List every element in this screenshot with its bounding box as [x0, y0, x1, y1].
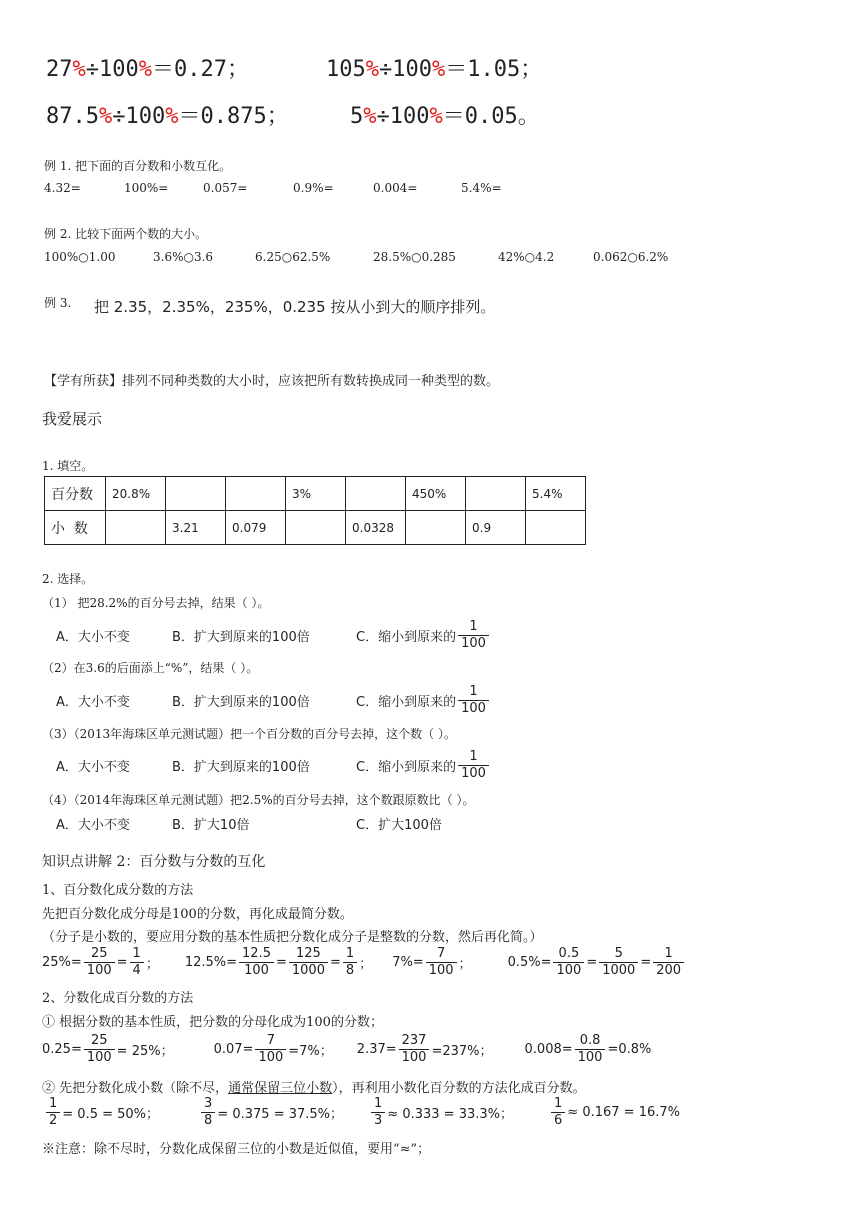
formula-row-2: 0.25= $\frac{25}{100}$ = 25%； 0.07= $\frac{7}{100}$ =7%； 2.37= $\frac{237}{100}$ =237%； 0.008= $\frac{0.8}{100}$ =0.8% — [42, 1033, 652, 1065]
example-2-item: 6.25○62.5% — [255, 250, 331, 264]
table-cell[interactable] — [346, 477, 406, 511]
table-cell[interactable] — [226, 477, 286, 511]
choice-question: （2）在3.6的后面添上“%”，结果（ ）。 — [42, 661, 259, 675]
section-heading: 我爱展示 — [42, 410, 103, 428]
option-c[interactable]: C．缩小到原来的 — [356, 630, 457, 645]
table-cell: 0.0328 — [346, 511, 406, 545]
formula-row-1: 25%= $\frac{25}{100}$ = $\frac{1}{4}$ ； 12.5%= $\frac{12.5}{100}$ = $\frac{125}{1000}$ = $\frac{1}{8}$ ； 7%= $\frac{7}{100}$ ； 0.5%= $\frac{0.5}{100}$ = $\frac{5}{1000}$ = $\frac{1}{200}$ — [42, 946, 686, 979]
example-1-item: 0.9%= — [293, 181, 334, 195]
paragraph: 先把百分数化成分母是100的分数，再化成最简分数。 — [42, 907, 353, 922]
example-1-item: 4.32= — [44, 181, 81, 195]
table-cell: 450% — [406, 477, 466, 511]
option-c[interactable]: C．扩大100倍 — [356, 818, 442, 833]
conversion-1: 27%÷100%＝0.27； — [46, 57, 249, 82]
example-1-item: 0.004= — [373, 181, 418, 195]
conversion-2: 105%÷100%＝1.05； — [326, 57, 543, 82]
method-heading: 1、百分数化成分数的方法 — [42, 883, 194, 898]
choice-options — [56, 684, 491, 717]
conversion-3: 87.5%÷100%＝0.875； — [46, 104, 289, 129]
example-1-title: 例 1. 把下面的百分数和小数互化。 — [44, 159, 232, 173]
conversion-4: 5%÷100%＝0.05。 — [350, 104, 540, 129]
option-b[interactable]: B．扩大到原来的100倍 — [172, 695, 310, 710]
table-cell: 0.079 — [226, 511, 286, 545]
paragraph: ② 先把分数化成小数（除不尽，通常保留三位小数），再利用小数化百分数的方法化成百分数。 — [42, 1081, 586, 1096]
example-3-label: 例 3. — [44, 296, 72, 310]
table-cell: 百分数 — [45, 477, 106, 511]
table-cell: 3% — [286, 477, 346, 511]
choice-options — [56, 814, 442, 833]
paragraph: （分子是小数的，要应用分数的基本性质把分数化成分子是整数的分数，然后再化简。） — [42, 930, 543, 945]
option-a[interactable]: A．大小不变 — [56, 818, 130, 833]
example-2-item: 28.5%○0.285 — [373, 250, 456, 264]
option-c[interactable]: C．缩小到原来的 — [356, 760, 457, 775]
table-cell: 0.9 — [466, 511, 526, 545]
example-3-text: 把 2.35，2.35%，235%，0.235 按从小到大的顺序排列。 — [94, 298, 496, 316]
method-heading: 2、分数化成百分数的方法 — [42, 991, 194, 1006]
choice-question: （1） 把28.2%的百分号去掉，结果（ ）。 — [42, 596, 270, 610]
table-cell[interactable] — [526, 511, 586, 545]
table-row — [45, 511, 586, 545]
table-row — [45, 477, 586, 511]
example-2-item: 0.062○6.2% — [593, 250, 669, 264]
table-cell[interactable] — [166, 477, 226, 511]
option-a[interactable]: A．大小不变 — [56, 760, 130, 775]
note: ※注意：除不尽时，分数化成保留三位的小数是近似值，要用“≈”； — [42, 1142, 431, 1157]
example-1-item: 100%= — [124, 181, 169, 195]
formula-row-3: $\frac{1}{2}$ = 0.5 = 50%； $\frac{3}{8}$ = 0.375 = 37.5%； $\frac{1}{3}$ ≈ 0.333 = 33.3%； $\frac{1}{6}$ ≈ 0.167 = 16.7% — [44, 1096, 680, 1129]
option-b[interactable]: B．扩大到原来的100倍 — [172, 760, 310, 775]
example-2-title: 例 2. 比较下面两个数的大小。 — [44, 227, 208, 241]
choice-options — [56, 619, 491, 652]
option-a[interactable]: A．大小不变 — [56, 630, 130, 645]
table-cell: 5.4% — [526, 477, 586, 511]
fill-in-table — [44, 476, 586, 545]
example-2-item: 3.6%○3.6 — [153, 250, 214, 264]
choice-question: （3）（2013年海珠区单元测试题）把一个百分数的百分号去掉，这个数（ ）。 — [42, 727, 456, 741]
example-1-item: 5.4%= — [461, 181, 502, 195]
table-cell[interactable] — [406, 511, 466, 545]
question-1-title: 1. 填空。 — [42, 459, 94, 473]
option-a[interactable]: A．大小不变 — [56, 695, 130, 710]
fraction: $\frac{1}{100}$ — [458, 749, 489, 782]
choice-question: （4）（2014年海珠区单元测试题）把2.5%的百分号去掉，这个数跟原数比（ ）。 — [42, 793, 475, 807]
table-cell[interactable] — [106, 511, 166, 545]
table-cell[interactable] — [286, 511, 346, 545]
fraction: $\frac{1}{100}$ — [458, 619, 489, 652]
question-2-title: 2. 选择。 — [42, 572, 94, 586]
table-cell[interactable] — [466, 477, 526, 511]
option-b[interactable]: B．扩大到原来的100倍 — [172, 630, 310, 645]
paragraph: ① 根据分数的基本性质，把分数的分母化成为100的分数； — [42, 1015, 383, 1030]
option-b[interactable]: B．扩大10倍 — [172, 818, 250, 833]
choice-options — [56, 749, 491, 782]
example-2-item: 100%○1.00 — [44, 250, 116, 264]
table-cell: 20.8% — [106, 477, 166, 511]
example-1-item: 0.057= — [203, 181, 248, 195]
example-2-item: 42%○4.2 — [498, 250, 555, 264]
option-c[interactable]: C．缩小到原来的 — [356, 695, 457, 710]
table-cell: 小 数 — [45, 511, 106, 545]
section-heading: 知识点讲解 2：百分数与分数的互化 — [42, 854, 266, 870]
learning-summary: 【学有所获】排列不同种类数的大小时，应该把所有数转换成同一种类型的数。 — [44, 374, 500, 389]
fraction: $\frac{1}{100}$ — [458, 684, 489, 717]
table-cell: 3.21 — [166, 511, 226, 545]
